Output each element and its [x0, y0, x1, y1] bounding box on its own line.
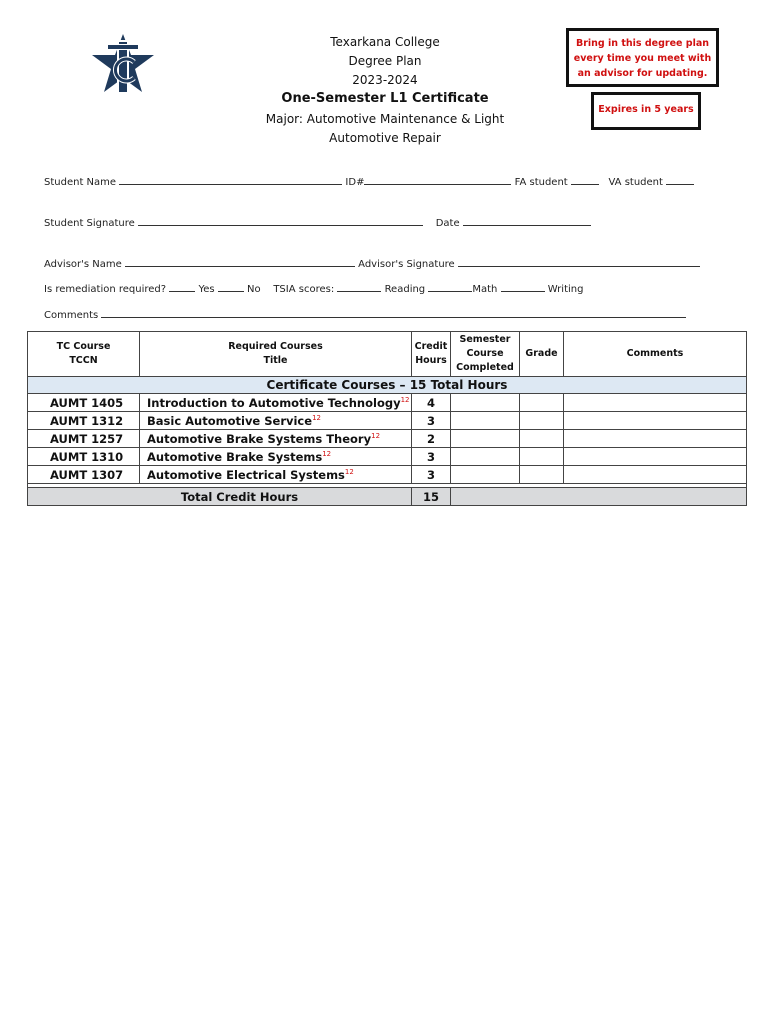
- course-title-cell: [140, 448, 412, 466]
- college-logo: [90, 32, 156, 96]
- required-courses-header: [140, 332, 412, 377]
- id-label: ID#: [345, 177, 365, 188]
- total-hours: 15: [412, 488, 451, 506]
- tc-course-header-label: TC Course: [56, 341, 111, 352]
- student-name-field[interactable]: [119, 175, 342, 185]
- semester-completed-cell[interactable]: [451, 394, 520, 412]
- course-title-cell: [140, 412, 412, 430]
- yes-label: Yes: [198, 284, 215, 295]
- semester-completed-cell[interactable]: [451, 448, 520, 466]
- course-code: AUMT 1312: [28, 412, 140, 430]
- course-title: Automotive Brake Systems: [147, 449, 323, 464]
- course-table: [27, 331, 747, 506]
- title-header-label: Title: [263, 355, 288, 366]
- semester-completed-cell[interactable]: [451, 412, 520, 430]
- student-signature-field[interactable]: [138, 216, 423, 226]
- grade-cell[interactable]: [520, 430, 564, 448]
- math-label: Math: [472, 284, 498, 295]
- hours-header-label: Hours: [415, 355, 447, 366]
- certificate-title: One-Semester L1 Certificate: [281, 91, 489, 106]
- comments-header: Comments: [564, 332, 747, 377]
- credit-header-label: Credit: [414, 341, 448, 352]
- table-row: [28, 394, 747, 412]
- course-code: AUMT 1257: [28, 430, 140, 448]
- course-title-cell: [140, 430, 412, 448]
- bring-plan-callout: [566, 28, 719, 87]
- table-row: [28, 448, 747, 466]
- course-hours: 4: [412, 394, 451, 412]
- comments-field[interactable]: [101, 308, 686, 318]
- comments-label: Comments: [44, 310, 99, 321]
- semester-completed-cell[interactable]: [451, 466, 520, 484]
- total-row: [28, 488, 747, 506]
- tc-course-header: [28, 332, 140, 377]
- reading-label: Reading: [384, 284, 426, 295]
- comments-cell[interactable]: [564, 448, 747, 466]
- student-name-label: Student Name: [44, 177, 117, 188]
- advisor-signature-label: Advisor's Signature: [358, 259, 455, 270]
- date-field[interactable]: [463, 216, 591, 226]
- grade-cell[interactable]: [520, 412, 564, 430]
- table-row: [28, 430, 747, 448]
- course-header-label: Course: [466, 348, 504, 359]
- course-title: Introduction to Automotive Technology: [147, 395, 401, 410]
- advisor-name-label: Advisor's Name: [44, 259, 122, 270]
- major-line-2: Automotive Repair: [329, 131, 441, 145]
- callout-line-1: Bring in this degree plan: [575, 38, 710, 49]
- course-code: AUMT 1310: [28, 448, 140, 466]
- course-title-cell: [140, 466, 412, 484]
- tccn-header-label: TCCN: [69, 355, 98, 366]
- course-title: Automotive Brake Systems Theory: [147, 431, 372, 446]
- callout-line-3: an advisor for updating.: [577, 68, 708, 79]
- footnote-marker: 12: [344, 467, 354, 476]
- remediation-no-field[interactable]: [218, 282, 244, 292]
- table-row: [28, 466, 747, 484]
- footnote-marker: 12: [312, 413, 321, 422]
- grade-cell[interactable]: [520, 394, 564, 412]
- star-logo-icon: [90, 32, 156, 96]
- course-title: Automotive Electrical Systems: [147, 467, 345, 482]
- course-title: Basic Automotive Service: [147, 413, 313, 428]
- section-title: Certificate Courses – 15 Total Hours: [28, 377, 747, 394]
- expires-text: Expires in 5 years: [598, 104, 694, 115]
- section-row: [28, 377, 747, 394]
- id-field[interactable]: [364, 175, 511, 185]
- footnote-marker: 12: [400, 395, 410, 404]
- course-hours: 3: [412, 466, 451, 484]
- grade-cell[interactable]: [520, 466, 564, 484]
- required-courses-header-label: Required Courses: [228, 341, 323, 352]
- advisor-signature-field[interactable]: [458, 257, 700, 267]
- table-row: [28, 412, 747, 430]
- grade-header: Grade: [520, 332, 564, 377]
- credit-hours-header: [412, 332, 451, 377]
- math-score-field[interactable]: [428, 282, 472, 292]
- grade-cell[interactable]: [520, 448, 564, 466]
- document-type: Degree Plan: [348, 54, 422, 68]
- course-hours: 3: [412, 412, 451, 430]
- va-student-field[interactable]: [666, 175, 694, 185]
- date-label: Date: [435, 218, 460, 229]
- no-label: No: [246, 284, 261, 295]
- course-code: AUMT 1307: [28, 466, 140, 484]
- course-title-cell: [140, 394, 412, 412]
- total-label: Total Credit Hours: [28, 488, 412, 506]
- remediation-yes-field[interactable]: [169, 282, 195, 292]
- reading-score-field[interactable]: [337, 282, 381, 292]
- student-signature-label: Student Signature: [44, 218, 135, 229]
- comments-cell[interactable]: [564, 412, 747, 430]
- major-line-1: Major: Automotive Maintenance & Light: [265, 112, 505, 126]
- comments-cell[interactable]: [564, 466, 747, 484]
- course-hours: 3: [412, 448, 451, 466]
- advisor-name-field[interactable]: [125, 257, 355, 267]
- semester-header-label: Semester: [459, 334, 511, 345]
- expires-callout: [591, 92, 701, 130]
- va-student-label: VA student: [608, 177, 663, 188]
- writing-label: Writing: [547, 284, 584, 295]
- callout-line-2: every time you meet with: [573, 53, 712, 64]
- comments-cell[interactable]: [564, 394, 747, 412]
- fa-student-field[interactable]: [571, 175, 599, 185]
- course-code: AUMT 1405: [28, 394, 140, 412]
- semester-completed-cell[interactable]: [451, 430, 520, 448]
- remediation-label: Is remediation required?: [44, 284, 167, 295]
- writing-score-field[interactable]: [501, 282, 545, 292]
- table-header-row: [28, 332, 747, 377]
- college-name: Texarkana College: [330, 35, 440, 49]
- footnote-marker: 12: [371, 431, 381, 440]
- completed-header-label: Completed: [456, 362, 514, 373]
- comments-cell[interactable]: [564, 430, 747, 448]
- tsia-label: TSIA scores:: [273, 284, 335, 295]
- footnote-marker: 12: [322, 449, 332, 458]
- fa-student-label: FA student: [514, 177, 568, 188]
- semester-completed-header: [451, 332, 520, 377]
- total-row-filler: [451, 488, 747, 506]
- academic-year: 2023-2024: [352, 73, 418, 87]
- course-hours: 2: [412, 430, 451, 448]
